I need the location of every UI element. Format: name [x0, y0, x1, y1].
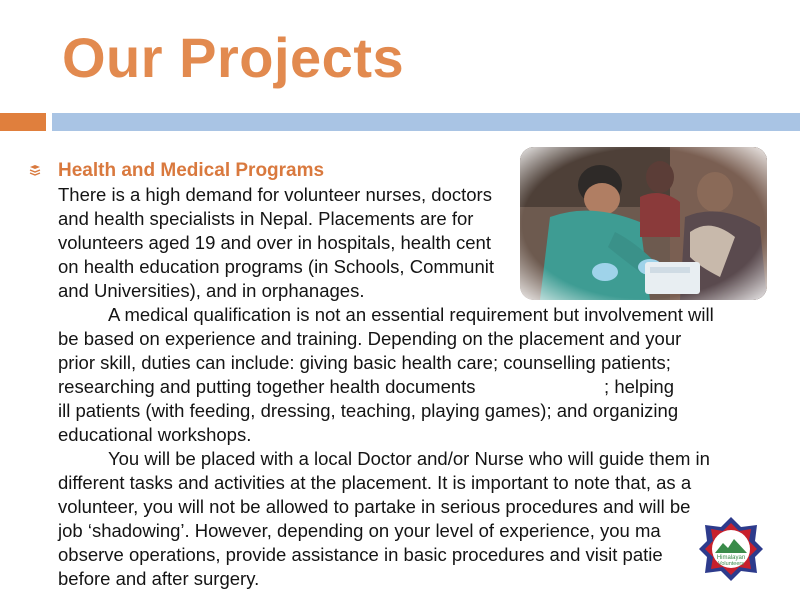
body-line: prior skill, duties can include: giving basic health care; counselling patients;	[58, 352, 671, 373]
body-line: volunteer, you will not be allowed to partake in serious procedures and will be	[58, 496, 691, 517]
title-accent-bar-blue	[52, 113, 800, 131]
medical-volunteer-photo	[520, 147, 767, 300]
body-line: volunteers aged 19 and over in hospitals, health cent	[58, 232, 491, 253]
logo-text-line2: Volunteers	[718, 561, 744, 567]
body-line: There is a high demand for volunteer nurses, doctors	[58, 184, 492, 205]
body-line: before and after surgery.	[58, 568, 260, 589]
bullet-icon	[29, 164, 41, 176]
body-line: be based on experience and training. Depending on the placement and your	[58, 328, 682, 349]
body-line: observe operations, provide assistance in basic procedures and visit patie	[58, 544, 663, 565]
body-line: You will be placed with a local Doctor and/or Nurse who will guide them in	[108, 448, 710, 469]
logo-text-line1: Himalayan	[716, 555, 746, 561]
section-heading: Health and Medical Programs	[58, 160, 325, 181]
body-line: educational workshops.	[58, 424, 252, 445]
body-line: and health specialists in Nepal. Placements are for	[58, 208, 474, 229]
himalayan-volunteers-logo	[697, 515, 765, 583]
body-line: different tasks and activities at the placement. It is important to note that, as a	[58, 472, 692, 493]
body-line: ill patients (with feeding, dressing, teaching, playing games); and organizing	[58, 400, 679, 421]
body-line: A medical qualification is not an essential requirement but involvement will	[108, 304, 714, 325]
slide-title: Our Projects	[62, 26, 405, 89]
body-line: job ‘shadowing’. However, depending on your level of experience, you ma	[58, 520, 661, 541]
body-line: on health education programs (in Schools, Communit	[58, 256, 495, 277]
title-accent-bar-orange	[0, 113, 46, 131]
body-line: researching and putting together health documents ; helping	[58, 376, 675, 397]
body-line: and Universities), and in orphanages.	[58, 280, 365, 301]
